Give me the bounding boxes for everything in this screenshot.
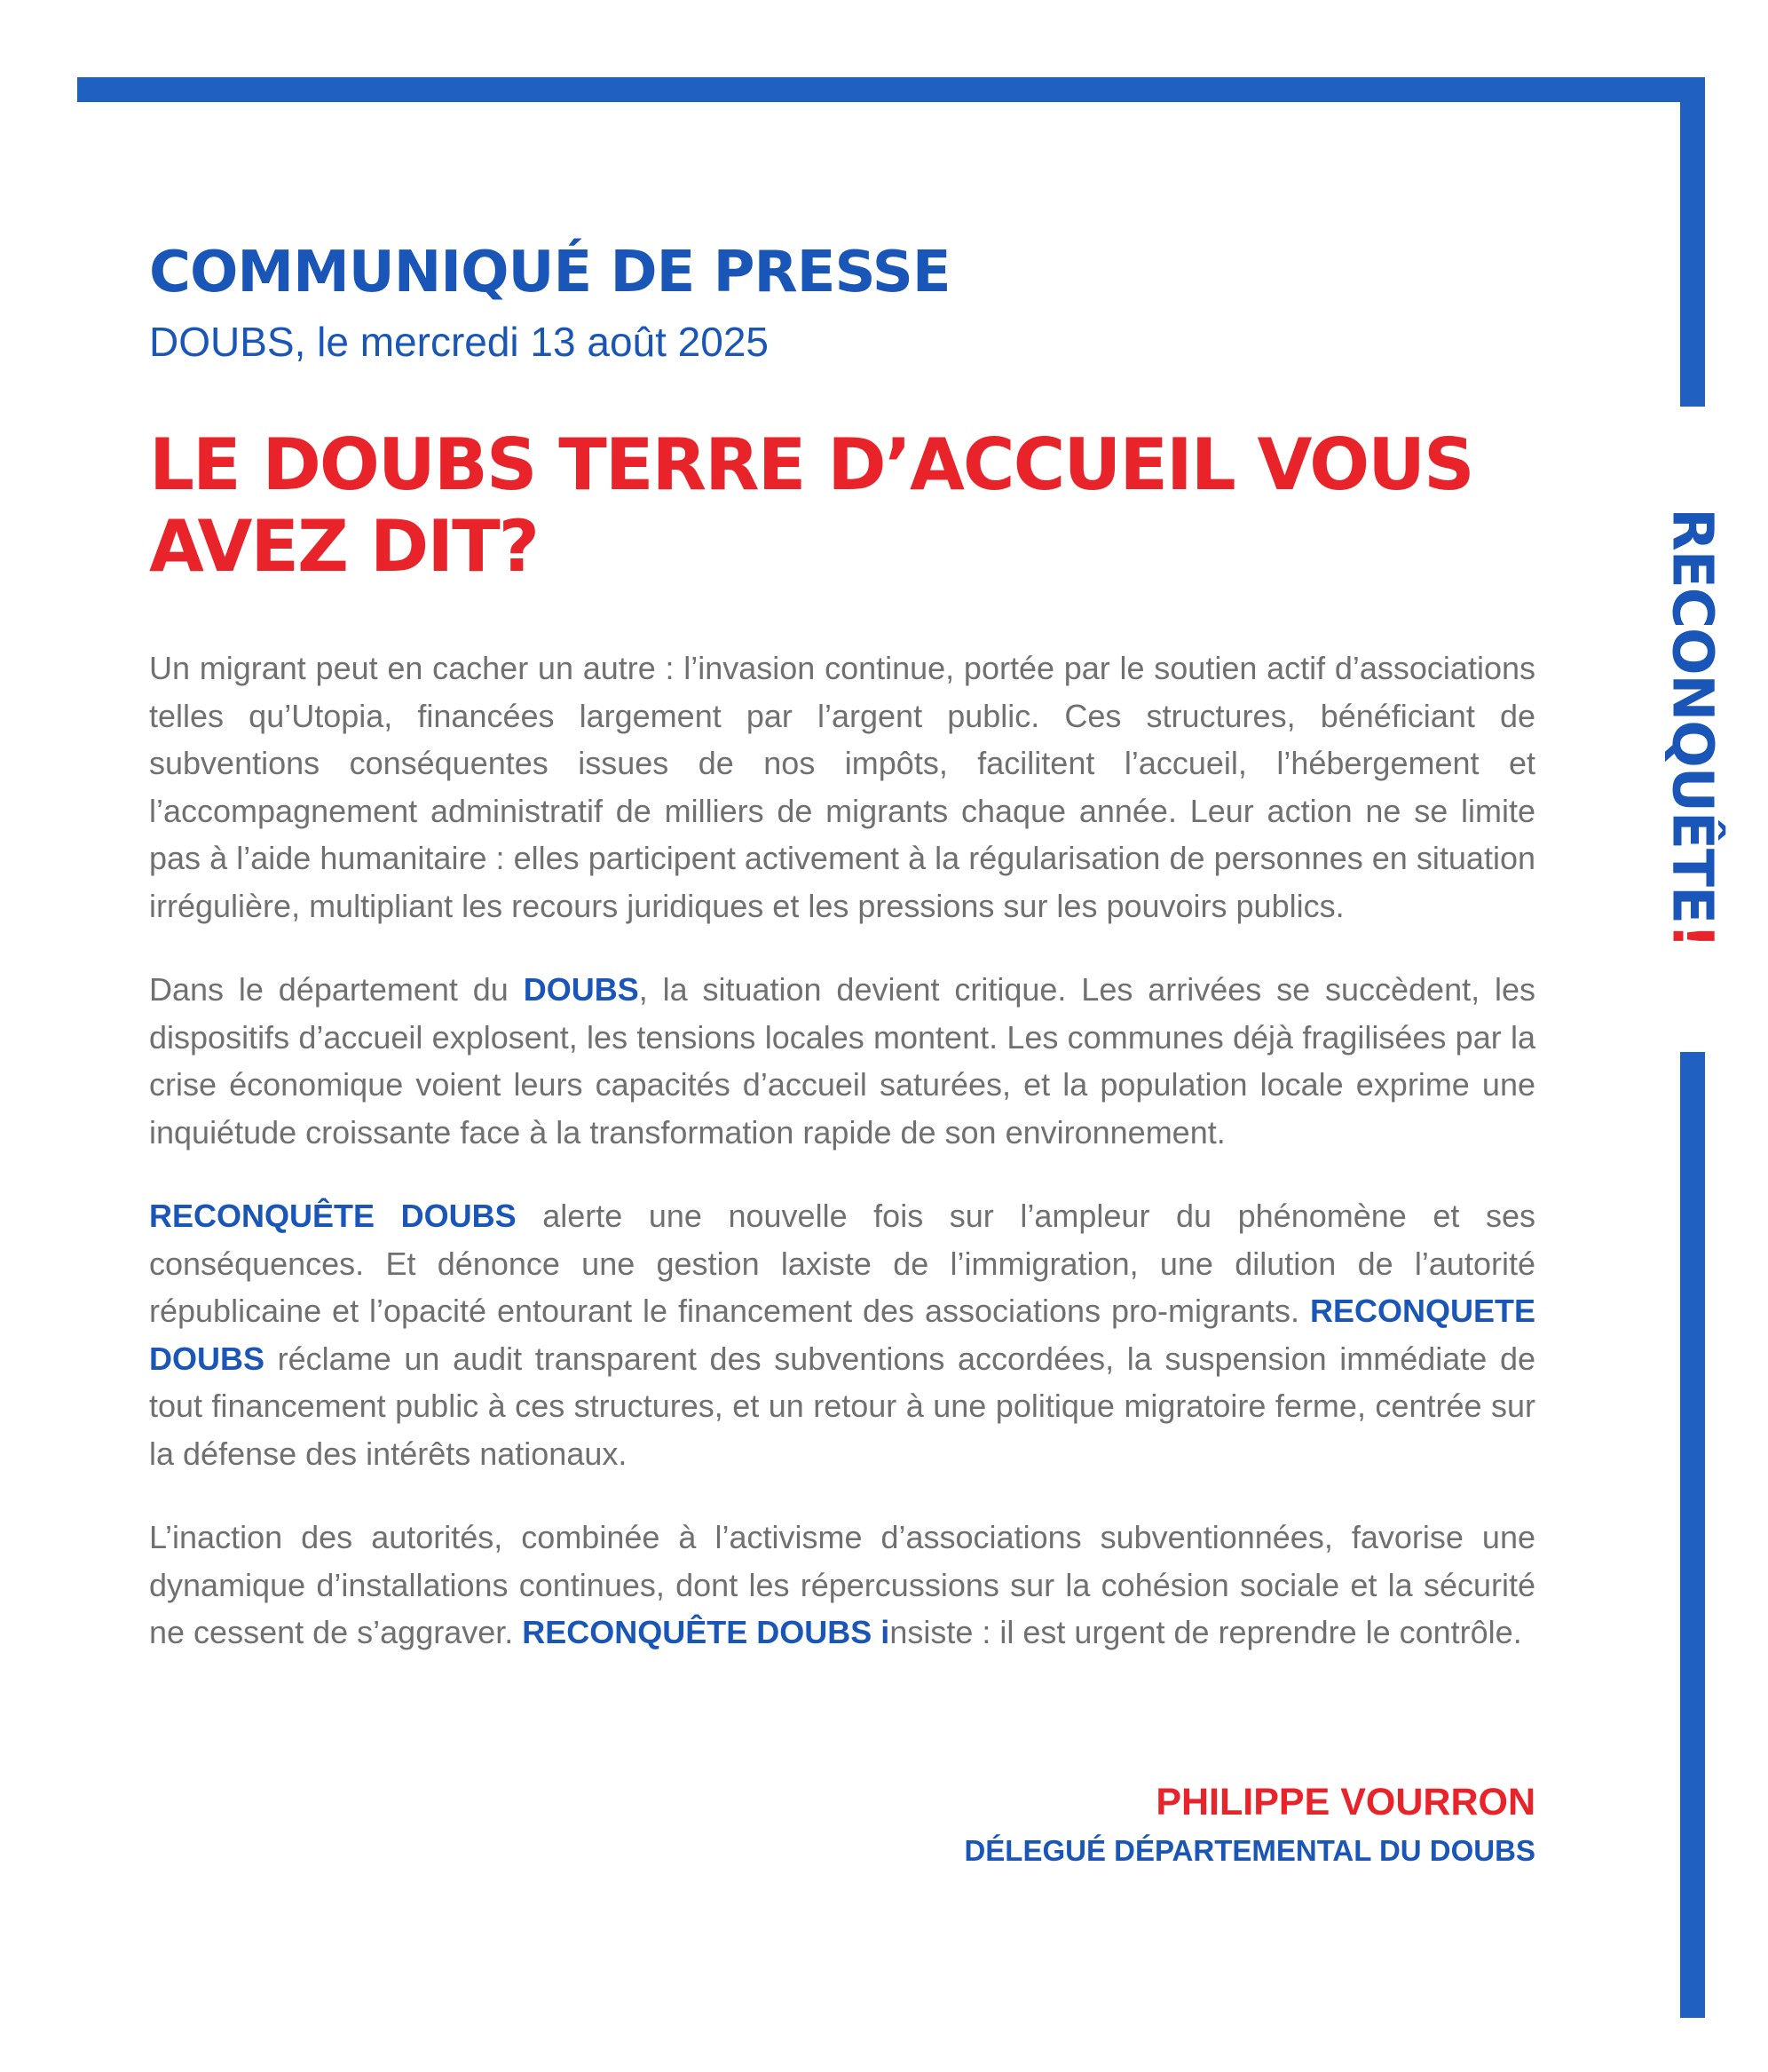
paragraph-4 — [149, 1514, 1535, 1657]
dateline: DOUBS, le mercredi 13 août 2025 — [149, 319, 770, 365]
paragraph-text: réclame un audit transparent des subventions accordées, la suspension immédiate de tout financement public à ces structures, et un retour à une politique migratoire ferme, centrée sur la défense des intérêts nationaux. — [149, 1340, 1535, 1472]
paragraph-text: , la situation devient critique. Les arrivées se succèdent, les dispositifs d’accueil explosent, les tensions locales montent. Les communes déjà fragilisées par la crise économique voient leurs capacités d’accueil saturées, et la population locale exprime une inquiétude croissante face à la transformation rapide de son environnement. — [149, 971, 1535, 1151]
signatory-name: PHILIPPE VOURRON — [1156, 1781, 1535, 1823]
highlight-reconquete-doubs: RECONQUÊTE DOUBS — [149, 1198, 517, 1234]
headline: LE DOUBS TERRE D’ACCUEIL VOUS AVEZ DIT? — [149, 423, 1473, 588]
paragraph-3 — [149, 1192, 1535, 1477]
signature-block — [870, 1775, 1535, 1873]
frame-right-bar-lower — [1680, 1052, 1705, 2018]
highlight-reconquete-doubs: RECONQUETE DOUBS — [149, 1293, 1535, 1377]
highlight-doubs: DOUBS — [523, 971, 639, 1008]
press-release-label: COMMUNIQUÉ DE PRESSE — [149, 240, 951, 305]
paragraph-text: nsiste : il est urgent de reprendre le contrôle. — [889, 1614, 1522, 1650]
frame-top-bar — [77, 77, 1705, 102]
logo-exclamation-mark: ! — [1660, 923, 1725, 948]
paragraph-text: alerte une nouvelle fois sur l’ampleur du phénomène et ses conséquences. Et dénonce une gestion laxiste de l’immigration, une dilution de l’autorité républicaine et l’opacité entourant le financement des associations pro-migrants. — [149, 1198, 1536, 1329]
body-text — [149, 645, 1535, 1693]
paragraph-text: Dans le département du — [149, 971, 524, 1008]
paragraph-1: Un migrant peut en cacher un autre : l’invasion continue, portée par le soutien actif d’associations telles qu’Utopia, financées largement par l’argent public. Ces structures, bénéficiant de subventions conséquentes issues de nos impôts, facilitent l’accueil, l’hébergement et l’accompagnement administratif de milliers de migrants chaque année. Leur action ne se limite pas à l’aide humanitaire : elles participent activement à la régularisation de personnes en situation irrégulière, multipliant les recours juridiques et les pressions sur les pouvoirs publics. — [149, 650, 1535, 924]
logo-wordmark: RECONQUÊTE — [1660, 508, 1725, 924]
highlight-reconquete-doubs: RECONQUÊTE DOUBS i — [522, 1614, 890, 1650]
frame-right-bar-upper — [1680, 77, 1705, 407]
signatory-title: DÉLEGUÉ DÉPARTEMENTAL DU DOUBS — [964, 1834, 1535, 1867]
paragraph-text: L’inaction des autorités, combinée à l’activisme d’associations subventionnées, favorise une dynamique d’installations continues, dont les répercussions sur la cohésion sociale et la sécurité ne cessent de s’aggraver. — [149, 1519, 1535, 1650]
paragraph-2 — [149, 966, 1535, 1156]
reconquete-logo — [1661, 508, 1725, 948]
